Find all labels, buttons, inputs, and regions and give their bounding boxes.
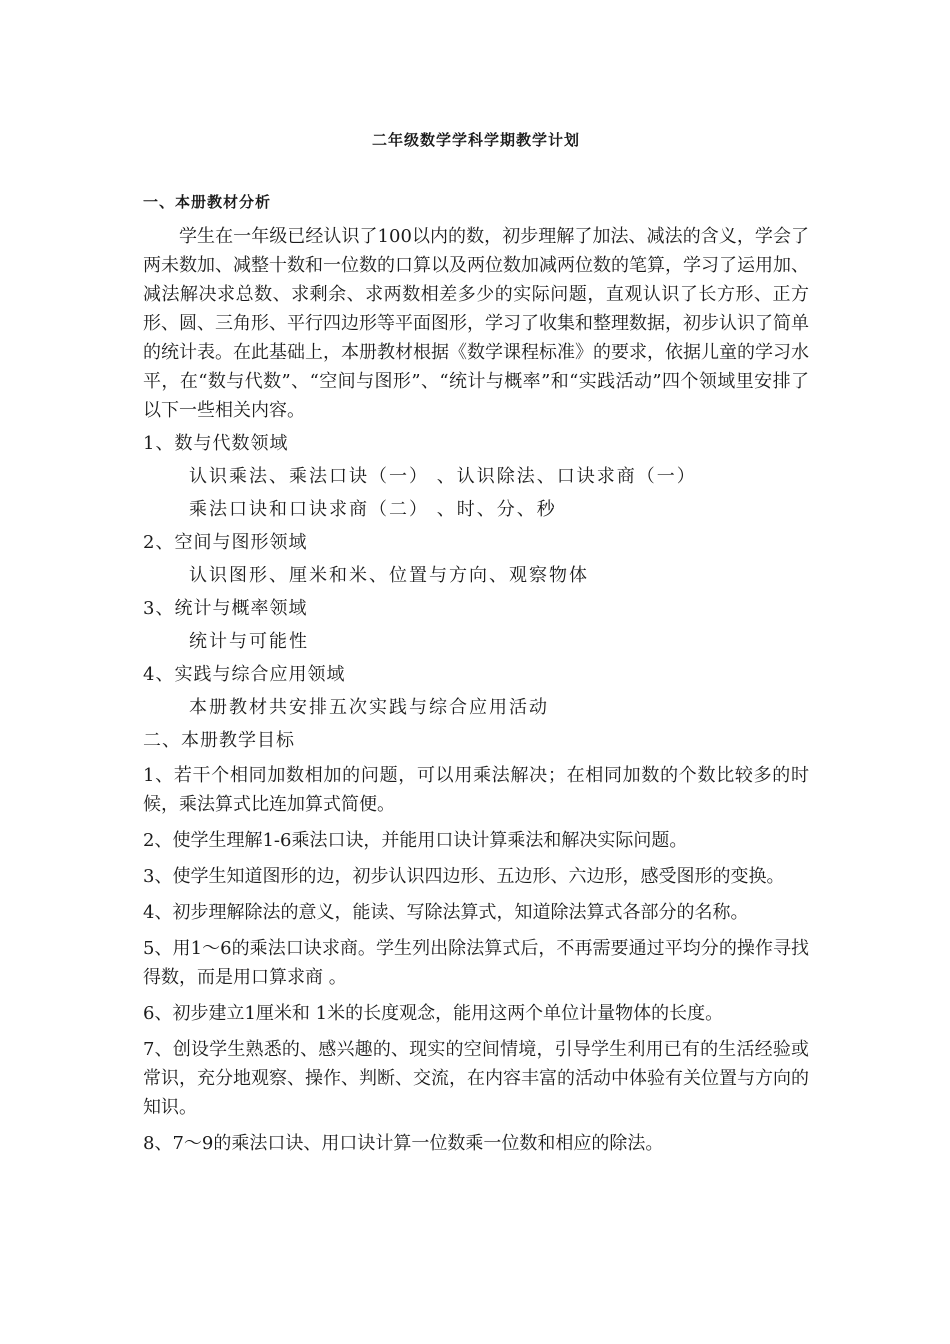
domain-label-number-algebra: 1、数与代数领域 [143, 433, 289, 454]
domain-label-space-geometry: 2、空间与图形领域 [143, 532, 308, 553]
document-body [143, 190, 809, 1165]
goal-item: 7、创设学生熟悉的、感兴趣的、现实的空间情境，引导学生利用已有的生活经验或常识，充分地观察、操作、判断、交流，在内容丰富的活动中体验有关位置与方向的知识。 [143, 1039, 809, 1118]
goal-item: 2、使学生理解1-6乘法口诀，并能用口诀计算乘法和解决实际问题。 [143, 830, 688, 851]
domain-content-line: 本册教材共安排五次实践与综合应用活动 [189, 697, 549, 718]
goal-item: 5、用1～6的乘法口诀求商。学生列出除法算式后，不再需要通过平均分的操作寻找得数，而是用口算求商 。 [143, 938, 809, 988]
domain-label-statistics-probability: 3、统计与概率领域 [143, 598, 308, 619]
document-title: 二年级数学学科学期教学计划 [371, 131, 580, 149]
section-heading-teaching-goals: 二、本册教学目标 [143, 730, 295, 751]
domain-label-practice-application: 4、实践与综合应用领域 [143, 664, 346, 685]
goal-item: 4、初步理解除法的意义，能读、写除法算式，知道除法算式各部分的名称。 [143, 902, 749, 923]
goal-item: 6、初步建立1厘米和 1米的长度观念，能用这两个单位计量物体的长度。 [143, 1003, 724, 1024]
section-heading-textbook-analysis: 一、本册教材分析 [143, 193, 272, 211]
domain-content-line: 统计与可能性 [189, 631, 309, 652]
domain-content-line: 认识图形、厘米和米、位置与方向、观察物体 [189, 565, 589, 586]
domain-content-line: 乘法口诀和口诀求商（二） 、时、分、秒 [189, 499, 557, 520]
domain-content-line: 认识乘法、乘法口诀（一） 、认识除法、口诀求商（一） [189, 466, 697, 487]
goal-item: 1、若干个相同加数相加的问题，可以用乘法解决；在相同加数的个数比较多的时候，乘法算式比连加算式简便。 [143, 765, 809, 815]
goal-item: 8、7～9的乘法口诀、用口诀计算一位数乘一位数和相应的除法。 [143, 1133, 664, 1154]
goal-item: 3、使学生知道图形的边，初步认识四边形、五边形、六边形，感受图形的变换。 [143, 866, 785, 887]
intro-paragraph: 学生在一年级已经认识了100以内的数，初步理解了加法、减法的含义，学会了两未数加、减整十数和一位数的口算以及两位数加减两位数的笔算，学习了运用加、减法解决求总数、求剩余、求两数相差多少的实际问题，直观认识了长方形、正方形、圆、三角形、平行四边形等平面图形，学习了收集和整理数据，初步认识了简单的统计表。在此基础上，本册教材根据《数学课程标准》的要求，依据儿童的学习水平，在“数与代数”、“空间与图形”、“统计与概率”和“实践活动”四个领域里安排了以下一些相关内容。 [143, 226, 809, 421]
